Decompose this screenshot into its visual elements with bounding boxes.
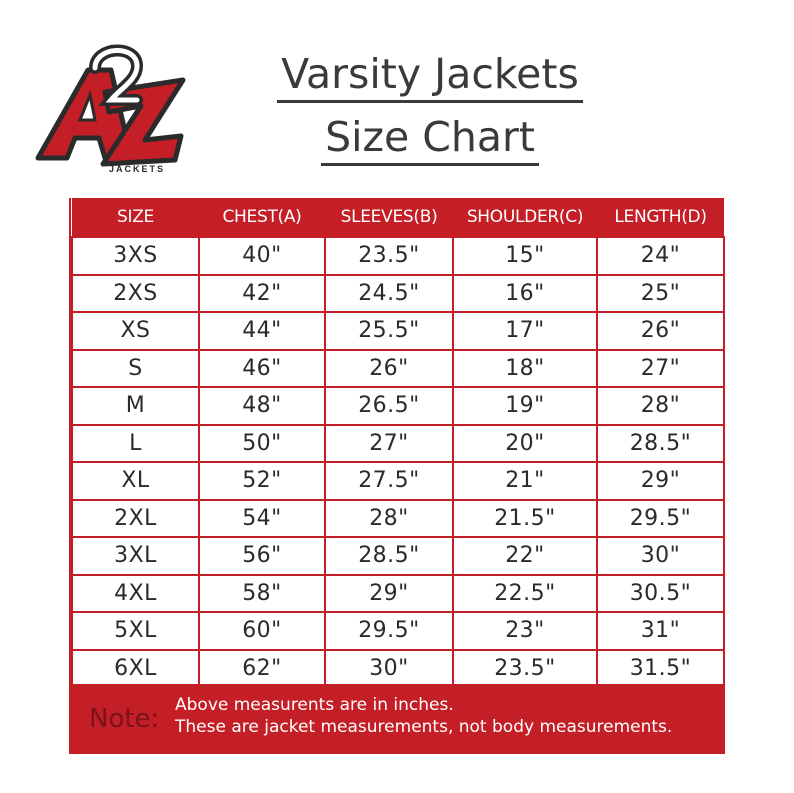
header-length: LENGTH(D) — [597, 198, 724, 237]
cell-size: 3XL — [72, 537, 199, 575]
cell-chest: 46" — [199, 350, 325, 388]
cell-length: 25" — [597, 275, 724, 313]
table-row — [72, 650, 724, 688]
table-header-row — [72, 198, 724, 237]
note-text — [175, 694, 672, 738]
table-row — [72, 387, 724, 425]
header-shoulder: SHOULDER(C) — [453, 198, 597, 237]
cell-chest: 44" — [199, 312, 325, 350]
cell-shoulder: 20" — [453, 425, 597, 463]
size-chart — [69, 198, 725, 754]
table-row — [72, 612, 724, 650]
cell-chest: 58" — [199, 575, 325, 613]
cell-sleeves: 28" — [325, 500, 453, 538]
cell-length: 27" — [597, 350, 724, 388]
cell-length: 30.5" — [597, 575, 724, 613]
cell-size: 4XL — [72, 575, 199, 613]
cell-shoulder: 22.5" — [453, 575, 597, 613]
cell-size: L — [72, 425, 199, 463]
cell-shoulder: 21" — [453, 462, 597, 500]
cell-size: 2XS — [72, 275, 199, 313]
cell-sleeves: 30" — [325, 650, 453, 688]
cell-chest: 52" — [199, 462, 325, 500]
cell-length: 29" — [597, 462, 724, 500]
table-row — [72, 537, 724, 575]
cell-size: 3XS — [72, 237, 199, 275]
cell-chest: 42" — [199, 275, 325, 313]
table-row — [72, 575, 724, 613]
header-sleeves: SLEEVES(B) — [325, 198, 453, 237]
a2z-logo-icon — [33, 40, 193, 175]
note-label: Note: — [89, 704, 160, 734]
cell-shoulder: 15" — [453, 237, 597, 275]
note-line-2: These are jacket measurements, not body measurements. — [175, 717, 673, 737]
table-row — [72, 350, 724, 388]
cell-shoulder: 23.5" — [453, 650, 597, 688]
cell-length: 31.5" — [597, 650, 724, 688]
table-row — [72, 500, 724, 538]
title-line-2: Size Chart — [321, 111, 539, 166]
cell-size: 2XL — [72, 500, 199, 538]
cell-sleeves: 27" — [325, 425, 453, 463]
cell-shoulder: 19" — [453, 387, 597, 425]
note-line-1: Above measurents are in inches. — [175, 695, 454, 715]
cell-chest: 50" — [199, 425, 325, 463]
cell-sleeves: 24.5" — [325, 275, 453, 313]
table-row — [72, 237, 724, 275]
size-table — [71, 198, 725, 688]
cell-chest: 56" — [199, 537, 325, 575]
cell-length: 28.5" — [597, 425, 724, 463]
cell-chest: 40" — [199, 237, 325, 275]
cell-sleeves: 27.5" — [325, 462, 453, 500]
note-box — [69, 684, 725, 754]
cell-size: 5XL — [72, 612, 199, 650]
cell-shoulder: 22" — [453, 537, 597, 575]
table-row — [72, 275, 724, 313]
cell-length: 26" — [597, 312, 724, 350]
cell-length: 29.5" — [597, 500, 724, 538]
cell-size: S — [72, 350, 199, 388]
table-row — [72, 312, 724, 350]
logo-subtext: JACKETS — [109, 164, 166, 174]
cell-shoulder: 16" — [453, 275, 597, 313]
cell-sleeves: 29.5" — [325, 612, 453, 650]
cell-length: 30" — [597, 537, 724, 575]
cell-size: 6XL — [72, 650, 199, 688]
cell-sleeves: 26" — [325, 350, 453, 388]
cell-length: 28" — [597, 387, 724, 425]
brand-logo — [33, 40, 193, 175]
header-size: SIZE — [72, 198, 199, 237]
cell-size: XS — [72, 312, 199, 350]
cell-chest: 60" — [199, 612, 325, 650]
cell-sleeves: 26.5" — [325, 387, 453, 425]
table-row — [72, 462, 724, 500]
cell-sleeves: 23.5" — [325, 237, 453, 275]
cell-shoulder: 23" — [453, 612, 597, 650]
cell-shoulder: 21.5" — [453, 500, 597, 538]
cell-chest: 48" — [199, 387, 325, 425]
cell-shoulder: 17" — [453, 312, 597, 350]
cell-length: 24" — [597, 237, 724, 275]
cell-sleeves: 25.5" — [325, 312, 453, 350]
cell-chest: 54" — [199, 500, 325, 538]
cell-length: 31" — [597, 612, 724, 650]
title-line-1: Varsity Jackets — [277, 48, 583, 103]
cell-size: XL — [72, 462, 199, 500]
header-chest: CHEST(A) — [199, 198, 325, 237]
cell-chest: 62" — [199, 650, 325, 688]
table-row — [72, 425, 724, 463]
cell-size: M — [72, 387, 199, 425]
cell-sleeves: 29" — [325, 575, 453, 613]
cell-shoulder: 18" — [453, 350, 597, 388]
page-title — [200, 48, 660, 166]
cell-sleeves: 28.5" — [325, 537, 453, 575]
